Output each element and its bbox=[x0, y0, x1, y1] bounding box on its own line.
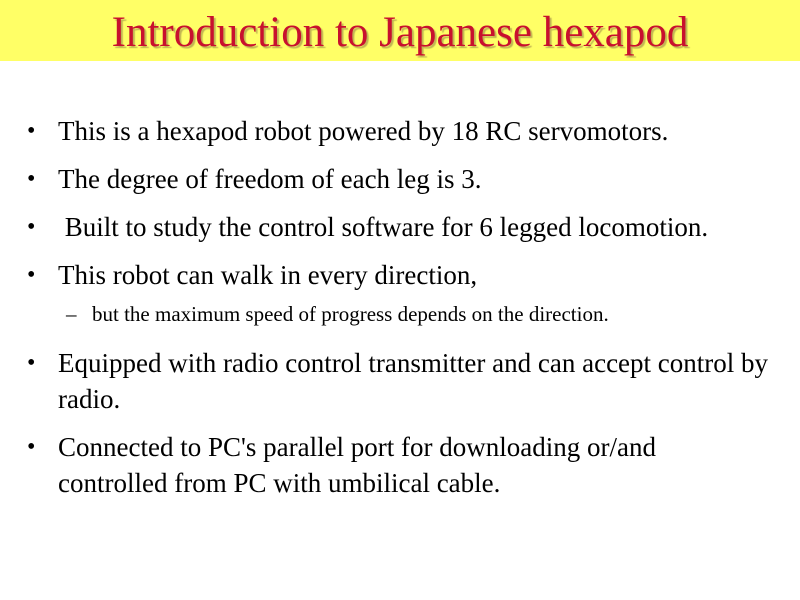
bullet-text: The degree of freedom of each leg is 3. bbox=[58, 164, 482, 194]
bullet-text: This is a hexapod robot powered by 18 RC servomotors. bbox=[58, 116, 669, 146]
title-bar bbox=[0, 0, 800, 61]
bullet-list bbox=[0, 113, 800, 513]
bullet-text: Connected to PC's parallel port for downloading or/and controlled from PC with umbilical cable. bbox=[58, 432, 656, 498]
bullet-marker: • bbox=[27, 118, 36, 144]
bullet-item bbox=[0, 257, 800, 293]
bullet-item bbox=[0, 429, 800, 501]
sub-bullet-marker: – bbox=[66, 302, 77, 326]
sub-bullet-text: but the maximum speed of progress depends on the direction. bbox=[92, 302, 609, 326]
bullet-marker: • bbox=[27, 262, 36, 288]
bullet-item bbox=[0, 113, 800, 149]
bullet-text: Equipped with radio control transmitter and can accept control by radio. bbox=[58, 348, 769, 414]
bullet-marker: • bbox=[27, 350, 36, 376]
sub-bullet-item bbox=[0, 301, 800, 327]
bullet-marker: • bbox=[27, 214, 36, 240]
bullet-item bbox=[0, 161, 800, 197]
slide-title: Introduction to Japanese hexapod bbox=[111, 9, 689, 56]
bullet-text: Built to study the control software for 6 legged locomotion. bbox=[58, 212, 709, 242]
bullet-marker: • bbox=[27, 434, 36, 460]
bullet-item bbox=[0, 345, 800, 417]
bullet-text: This robot can walk in every direction, bbox=[58, 260, 478, 290]
bullet-item bbox=[0, 209, 800, 245]
bullet-marker: • bbox=[27, 166, 36, 192]
